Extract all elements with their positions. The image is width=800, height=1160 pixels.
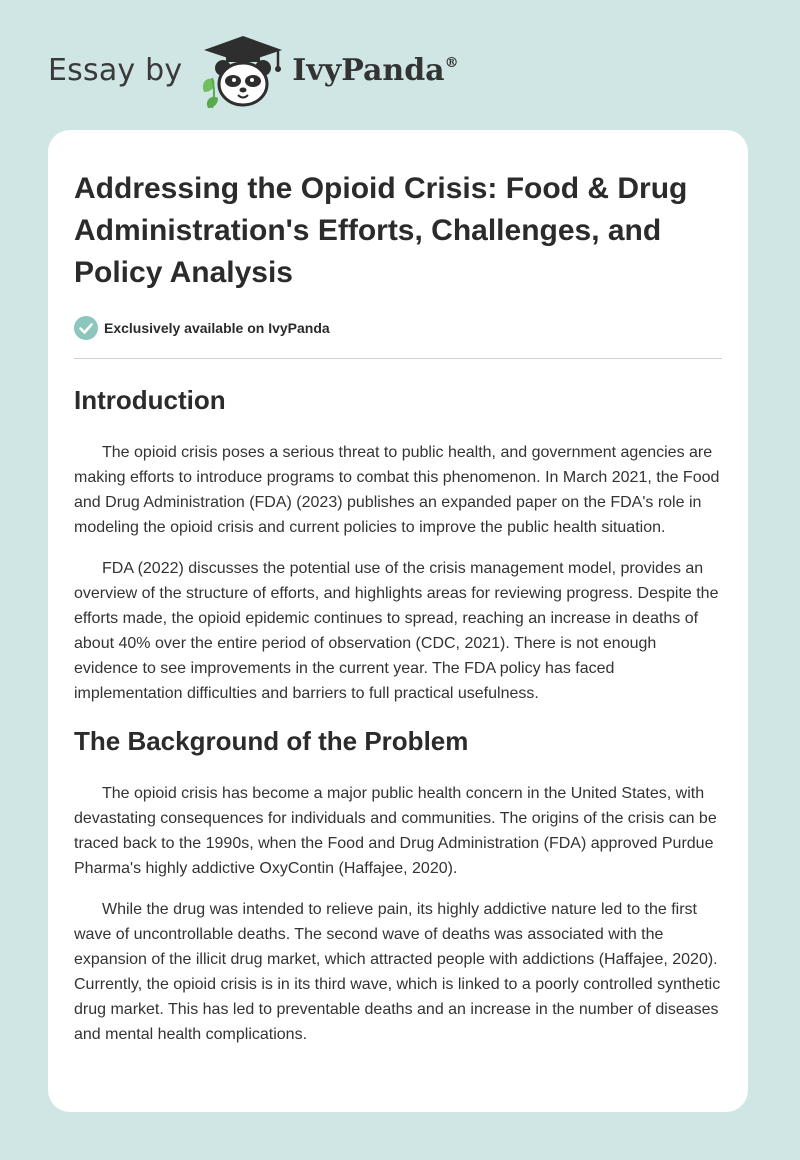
section-heading-introduction: Introduction — [74, 385, 226, 415]
brand-name-text: IvyPanda — [292, 52, 445, 88]
essay-card — [48, 130, 748, 1112]
site-header — [48, 30, 459, 110]
paragraph: The opioid crisis has become a major public health concern in the United States, with devastating consequences for individuals and communities. The origins of the crisis can be traced back to the 1990s, when the Food and Drug Administration (FDA) approved Purdue Pharma's highly addictive OxyContin (Haffajee, 2020). — [74, 785, 717, 877]
title-divider — [74, 358, 722, 359]
check-circle-icon — [74, 316, 98, 340]
paragraph: The opioid crisis poses a serious threat to public health, and government agencies are making efforts to introduce programs to combat this phenomenon. In March 2021, the Food and Drug Administration (FDA) (2023) publishes an expanded paper on the FDA's role in modeling the opioid crisis and current policies to improve the public health situation. — [74, 444, 720, 536]
panda-graduate-logo-icon[interactable] — [198, 30, 288, 110]
exclusive-badge — [74, 316, 722, 340]
trademark-symbol: ® — [444, 54, 459, 71]
paragraph: While the drug was intended to relieve pain, its highly addictive nature led to the first wave of uncontrollable deaths. The second wave of deaths was associated with the expansion of the illicit drug market, which attracted people with addictions (Haffajee, 2020). Currently, the opioid crisis is in its third wave, which is linked to a poorly controlled synthetic drug market. This has led to preventable deaths and an increase in the number of diseases and mental health complications. — [74, 901, 721, 1043]
exclusive-label: Exclusively available on IvyPanda — [104, 320, 330, 336]
essay-title: Addressing the Opioid Crisis: Food & Drug Administration's Efforts, Challenges, and Policy Analysis — [74, 172, 688, 289]
section-heading-background: The Background of the Problem — [74, 726, 469, 756]
brand-name[interactable] — [292, 53, 458, 88]
paragraph: FDA (2022) discusses the potential use of the crisis management model, provides an overview of the structure of efforts, and highlights areas for reviewing progress. Despite the efforts made, the opioid epidemic continues to spread, reaching an increase in deaths of about 40% over the entire period of observation (CDC, 2021). There is not enough evidence to see improvements in the current year. The FDA policy has faced implementation difficulties and barriers to full practical usefulness. — [74, 560, 719, 702]
essay-by-label: Essay by — [48, 52, 183, 88]
